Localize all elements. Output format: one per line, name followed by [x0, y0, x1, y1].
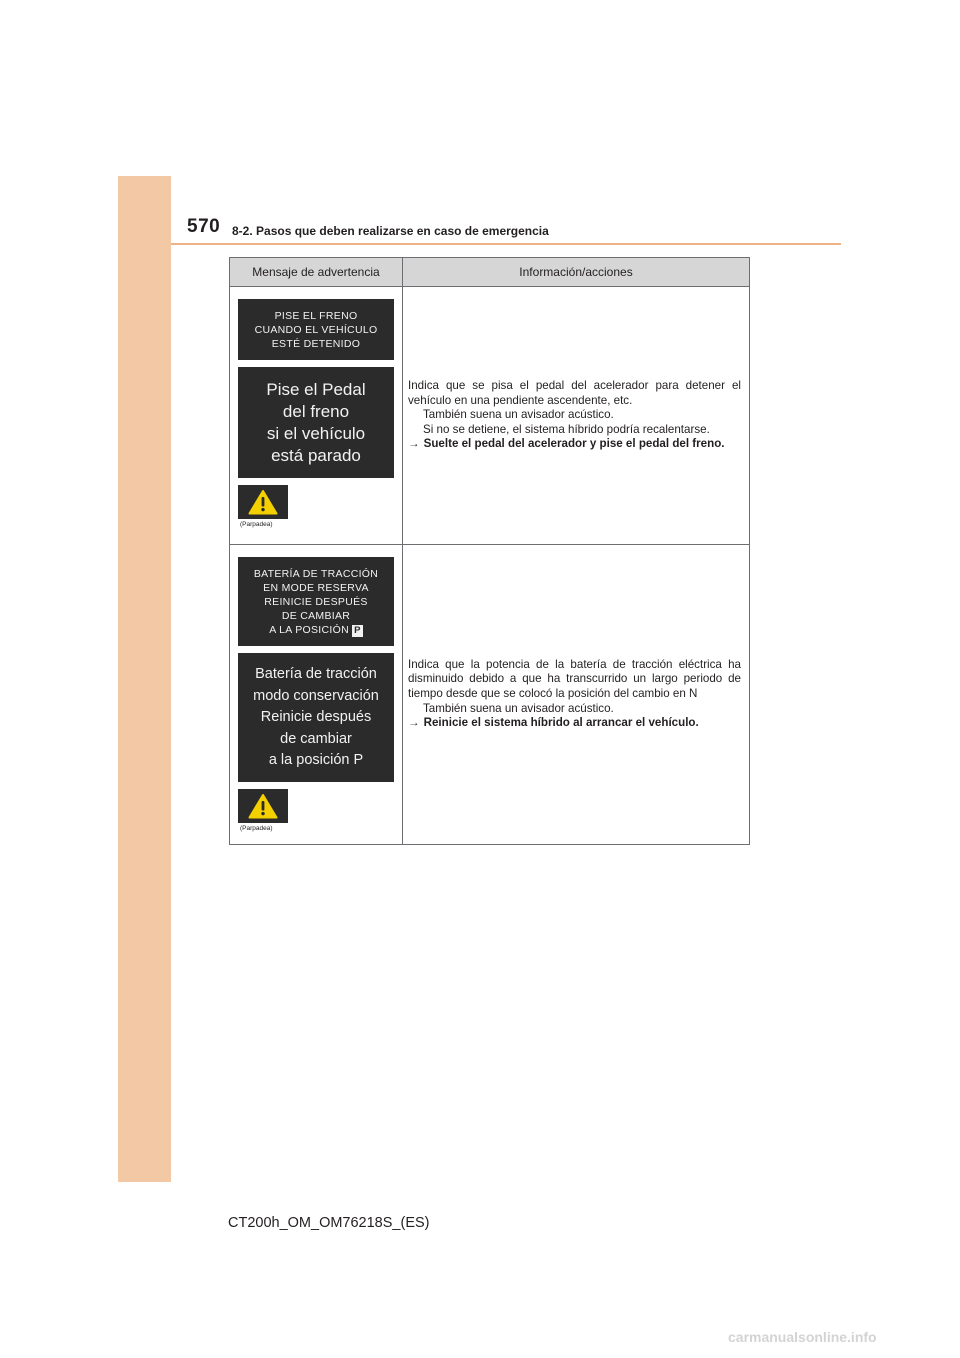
info-text: Indica que la potencia de la batería de tracción eléctrica ha disminuido debido a que ha transcurrido un largo periodo de tiempo desde que se colocó la posición del cambio en N: [408, 657, 741, 700]
display-line: ESTÉ DETENIDO: [271, 338, 361, 350]
display-line: Reinicie después: [260, 709, 372, 725]
icon-caption: (Parpadea): [240, 521, 273, 528]
display-line: modo conservación: [253, 687, 379, 704]
info-note: También suena un avisador acústico.: [423, 701, 614, 715]
action-text: Reinicie el sistema híbrido al arrancar el vehículo.: [423, 716, 699, 730]
warning-messages-table: [229, 257, 750, 845]
display-caps-battery: [238, 557, 394, 646]
column-header-info: Información/acciones: [403, 258, 750, 287]
display-line: Pise el Pedal: [266, 380, 366, 399]
display-line: REINICIE DESPUÉS: [264, 596, 368, 608]
message-cell: [230, 545, 403, 845]
shift-p-badge: P: [354, 625, 361, 636]
display-large-brake: [238, 367, 394, 478]
info-note: También suena un avisador acústico.: [423, 408, 614, 422]
header-rule: [171, 243, 841, 245]
message-cell: [230, 287, 403, 545]
warning-triangle-icon: [238, 789, 288, 823]
column-header-message: Mensaje de advertencia: [230, 258, 403, 287]
display-line: de cambiar: [280, 730, 352, 747]
display-caps-brake: [238, 299, 394, 360]
display-line: BATERÍA DE TRACCIÓN: [253, 568, 379, 580]
display-line: PISE EL FRENO: [274, 310, 358, 322]
display-line: a la posición P: [268, 752, 364, 768]
info-cell: [403, 545, 750, 845]
display-line: del freno: [282, 402, 350, 421]
display-line: EN MODE RESERVA: [263, 582, 369, 594]
arrow-icon: →: [408, 716, 420, 730]
display-line: [242, 623, 390, 637]
display-line: si el vehículo: [266, 424, 366, 443]
warning-triangle-icon: [238, 485, 288, 519]
arrow-icon: →: [408, 437, 420, 451]
action-instruction: [408, 437, 741, 452]
table-row: [230, 545, 750, 845]
document-id: CT200h_OM_OM76218S_(ES): [228, 1215, 430, 1231]
display-large-battery: [238, 653, 394, 782]
info-note: Si no se detiene, el sistema híbrido podría recalentarse.: [423, 422, 710, 436]
side-tab-band: [118, 176, 171, 1182]
display-line: Batería de tracción: [255, 666, 377, 682]
info-text: Indica que se pisa el pedal del acelerador para detener el vehículo en una pendiente ascendente, etc.: [408, 379, 741, 407]
info-cell: [403, 287, 750, 545]
display-line-text: A LA POSICIÓN: [269, 624, 349, 636]
action-instruction: [408, 716, 741, 731]
table-header-row: [230, 258, 750, 287]
table-row: [230, 287, 750, 545]
display-line: CUANDO EL VEHÍCULO: [254, 324, 378, 336]
display-line: DE CAMBIAR: [281, 610, 351, 622]
display-line: está parado: [271, 446, 361, 465]
page-number: 570: [187, 216, 221, 237]
watermark: carmanualsonline.info: [728, 1329, 877, 1345]
icon-caption: (Parpadea): [240, 824, 273, 832]
section-title: 8-2. Pasos que deben realizarse en caso de emergencia: [232, 224, 549, 238]
action-text: Suelte el pedal del acelerador y pise el pedal del freno.: [423, 437, 725, 451]
